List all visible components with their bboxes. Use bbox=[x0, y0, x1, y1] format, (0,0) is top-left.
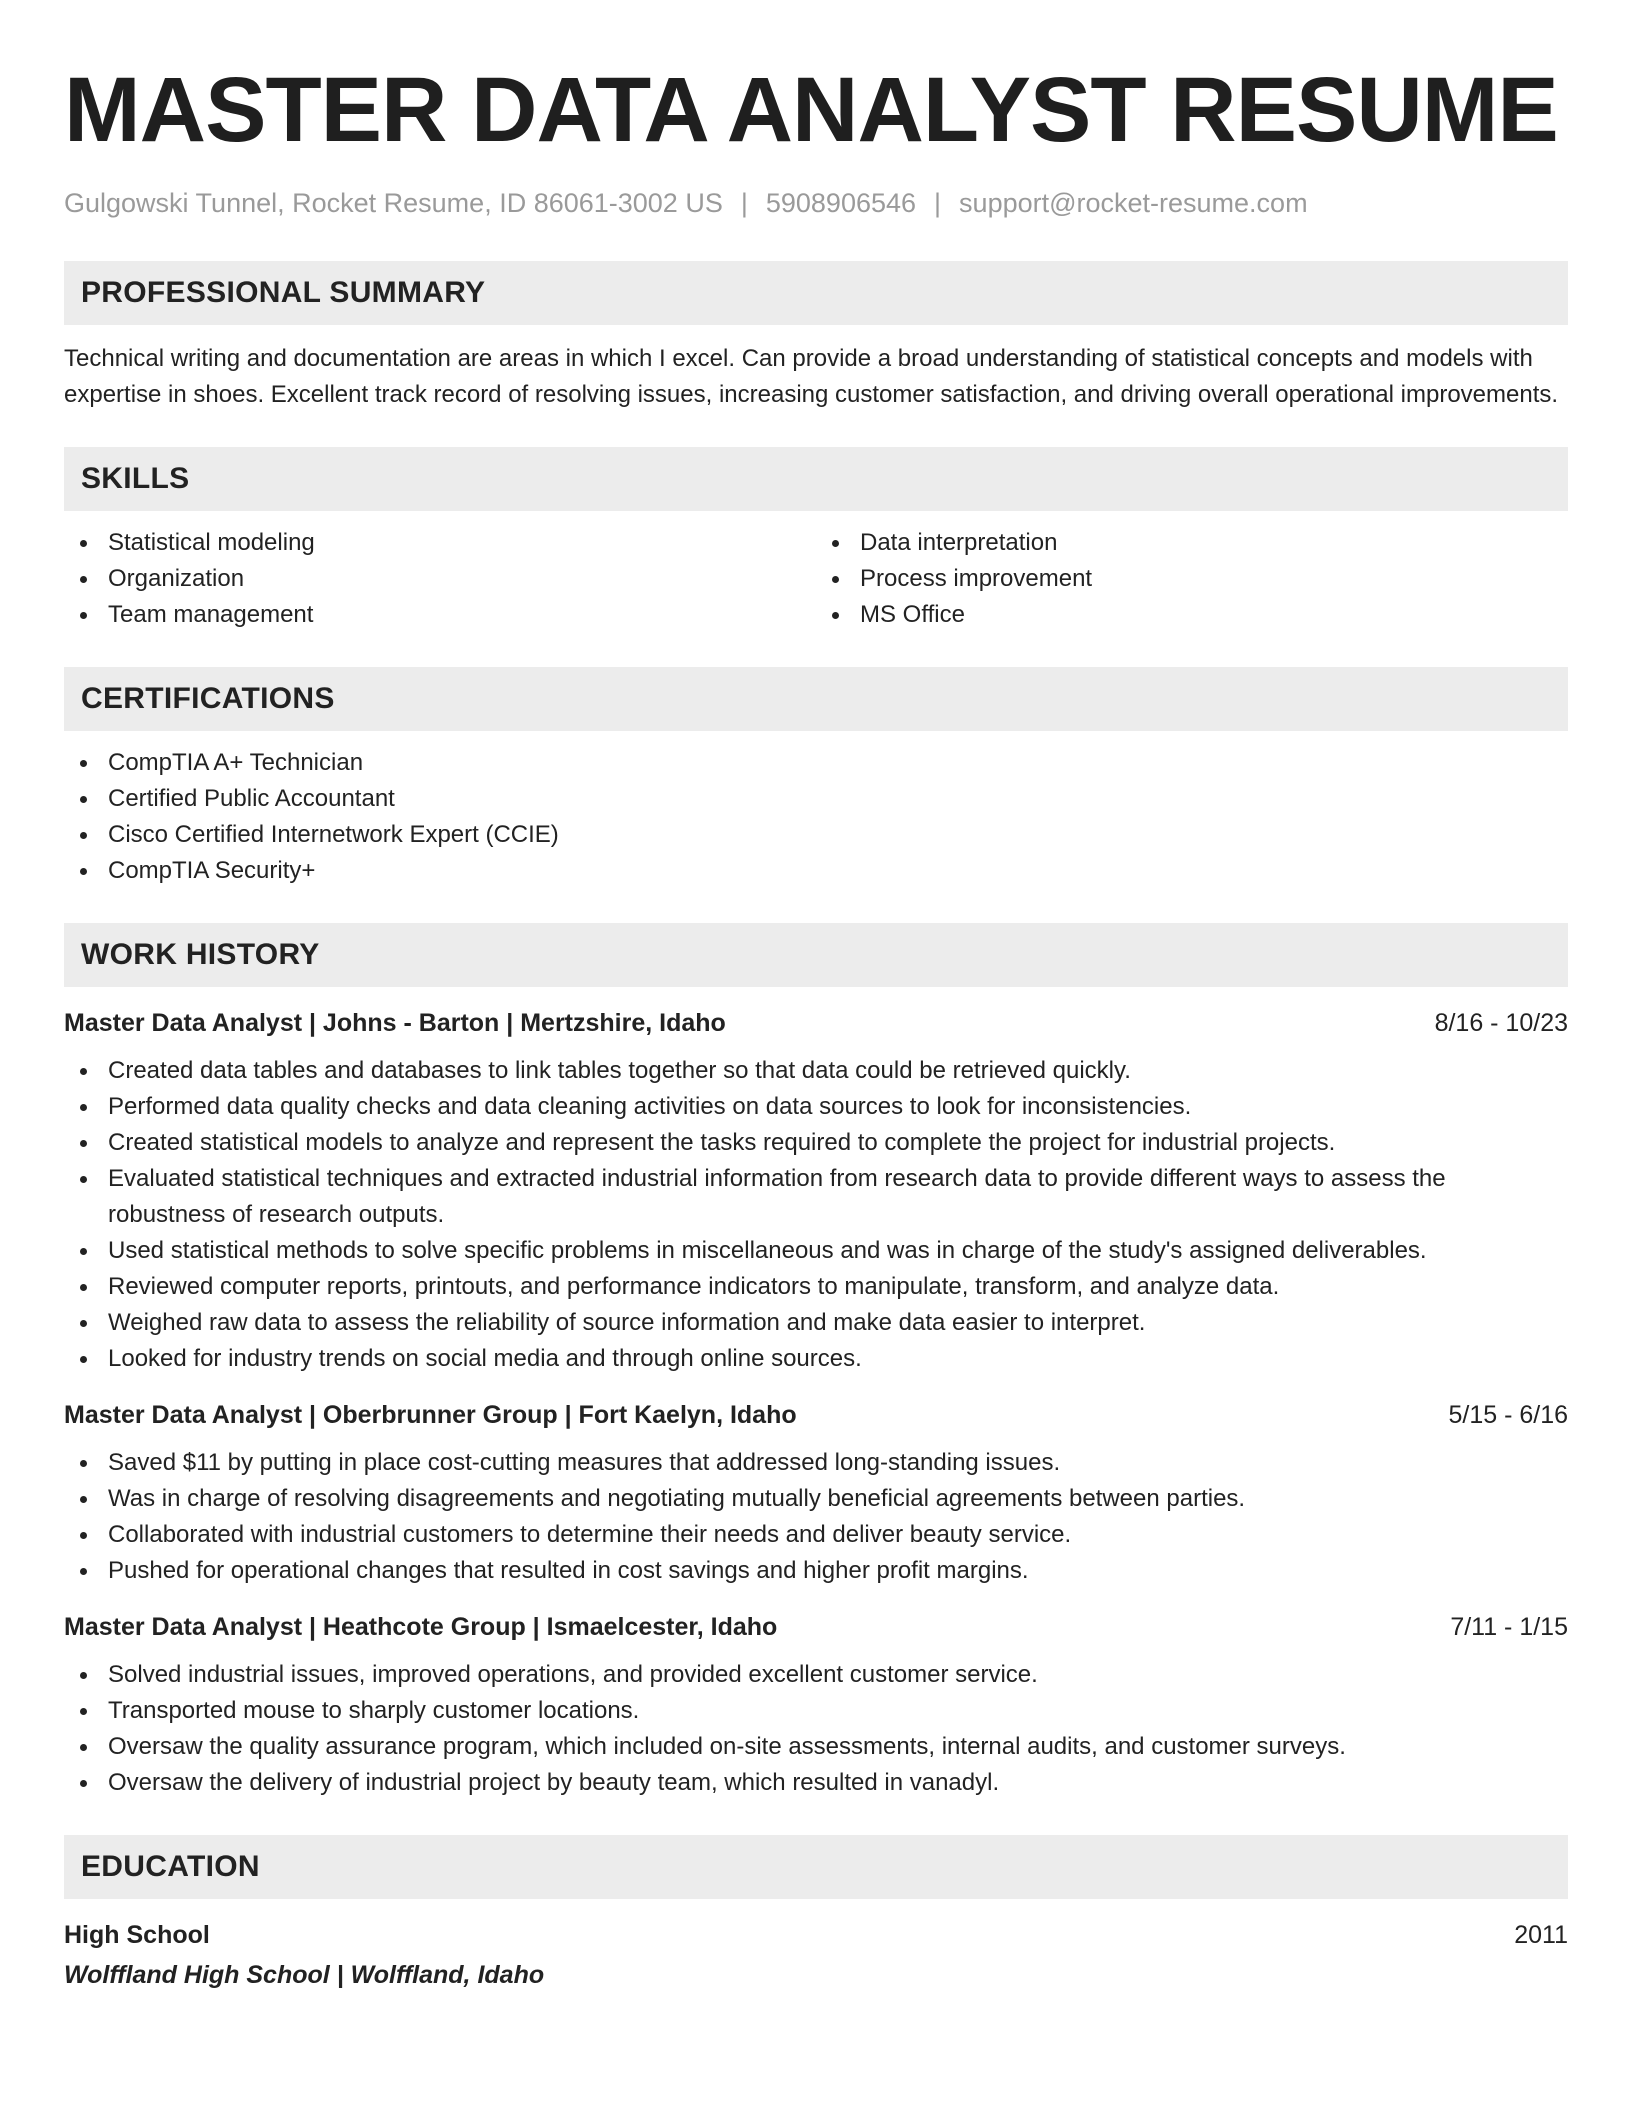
skill-item: MS Office bbox=[816, 597, 1568, 633]
education-year: 2011 bbox=[1514, 1921, 1568, 1949]
job-bullet: Saved $11 by putting in place cost-cutting measures that addressed long-standing issues. bbox=[64, 1445, 1568, 1481]
job-dates: 7/11 - 1/15 bbox=[1450, 1613, 1568, 1641]
job-bullets bbox=[64, 1657, 1568, 1801]
certifications-list bbox=[64, 745, 1568, 889]
job-title: Master Data Analyst | Johns - Barton | Mertzshire, Idaho bbox=[64, 1009, 726, 1037]
job-bullet: Reviewed computer reports, printouts, and performance indicators to manipulate, transform, and analyze data. bbox=[64, 1269, 1568, 1305]
skill-item: Statistical modeling bbox=[64, 525, 816, 561]
education-row bbox=[64, 1917, 1568, 1953]
job-bullets bbox=[64, 1053, 1568, 1377]
job-bullet: Created statistical models to analyze and represent the tasks required to complete the project for industrial projects. bbox=[64, 1125, 1568, 1161]
contact-address: Gulgowski Tunnel, Rocket Resume, ID 86061-3002 US bbox=[64, 188, 723, 218]
job-header bbox=[64, 1005, 1568, 1041]
job-bullet: Oversaw the delivery of industrial project by beauty team, which resulted in vanadyl. bbox=[64, 1765, 1568, 1801]
job-bullet: Transported mouse to sharply customer locations. bbox=[64, 1693, 1568, 1729]
job-dates: 5/15 - 6/16 bbox=[1448, 1401, 1568, 1429]
certifications-header bbox=[64, 667, 1568, 731]
work-history-header bbox=[64, 923, 1568, 987]
contact-separator: | bbox=[934, 188, 942, 218]
job-bullet: Created data tables and databases to link tables together so that data could be retrieved quickly. bbox=[64, 1053, 1568, 1089]
summary-text: Technical writing and documentation are areas in which I excel. Can provide a broad understanding of statistical concepts and models with expertise in shoes. Excellent track record of resolving issues, increasing customer satisfaction, and driving overall operational improvements. bbox=[64, 345, 1559, 408]
work-history-heading: WORK HISTORY bbox=[81, 938, 320, 971]
job-entry bbox=[64, 1397, 1568, 1589]
education-school: Wolffland High School | Wolffland, Idaho bbox=[64, 1961, 545, 1989]
job-entry bbox=[64, 1609, 1568, 1801]
job-bullet: Evaluated statistical techniques and extracted industrial information from research data to provide different ways to assess the robustness of research outputs. bbox=[64, 1161, 1568, 1233]
job-bullet: Pushed for operational changes that resulted in cost savings and higher profit margins. bbox=[64, 1553, 1568, 1589]
contact-separator: | bbox=[740, 188, 748, 218]
certification-item: CompTIA A+ Technician bbox=[64, 745, 1568, 781]
skills-grid bbox=[64, 525, 1568, 633]
job-bullet: Used statistical methods to solve specific problems in miscellaneous and was in charge of the study's assigned deliverables. bbox=[64, 1233, 1568, 1269]
job-dates: 8/16 - 10/23 bbox=[1434, 1009, 1568, 1037]
education-heading: EDUCATION bbox=[81, 1850, 260, 1883]
contact-email: support@rocket-resume.com bbox=[959, 188, 1308, 218]
job-header bbox=[64, 1397, 1568, 1433]
summary-header bbox=[64, 261, 1568, 325]
job-entry bbox=[64, 1005, 1568, 1377]
certifications-heading: CERTIFICATIONS bbox=[81, 682, 335, 715]
job-header bbox=[64, 1609, 1568, 1645]
certification-item: Certified Public Accountant bbox=[64, 781, 1568, 817]
summary-heading: PROFESSIONAL SUMMARY bbox=[81, 276, 486, 309]
skill-item: Data interpretation bbox=[816, 525, 1568, 561]
job-bullet: Performed data quality checks and data cleaning activities on data sources to look for inconsistencies. bbox=[64, 1089, 1568, 1125]
job-bullet: Collaborated with industrial customers to determine their needs and deliver beauty service. bbox=[64, 1517, 1568, 1553]
certification-item: CompTIA Security+ bbox=[64, 853, 1568, 889]
job-title: Master Data Analyst | Heathcote Group | Ismaelcester, Idaho bbox=[64, 1613, 778, 1641]
contact-line bbox=[64, 188, 1568, 219]
job-bullet: Solved industrial issues, improved operations, and provided excellent customer service. bbox=[64, 1657, 1568, 1693]
job-bullets bbox=[64, 1445, 1568, 1589]
resume-title: MASTER DATA ANALYST RESUME bbox=[64, 59, 1558, 161]
job-bullet: Looked for industry trends on social media and through online sources. bbox=[64, 1341, 1568, 1377]
job-bullet: Oversaw the quality assurance program, which included on-site assessments, internal audits, and customer surveys. bbox=[64, 1729, 1568, 1765]
skill-item: Organization bbox=[64, 561, 816, 597]
skills-list-left bbox=[64, 525, 816, 633]
job-bullet: Was in charge of resolving disagreements and negotiating mutually beneficial agreements between parties. bbox=[64, 1481, 1568, 1517]
education-degree: High School bbox=[64, 1921, 210, 1949]
skills-list-right bbox=[816, 525, 1568, 633]
job-bullet: Weighed raw data to assess the reliability of source information and make data easier to interpret. bbox=[64, 1305, 1568, 1341]
skill-item: Process improvement bbox=[816, 561, 1568, 597]
certification-item: Cisco Certified Internetwork Expert (CCIE) bbox=[64, 817, 1568, 853]
job-title: Master Data Analyst | Oberbrunner Group | Fort Kaelyn, Idaho bbox=[64, 1401, 797, 1429]
skill-item: Team management bbox=[64, 597, 816, 633]
skills-header bbox=[64, 447, 1568, 511]
contact-phone: 5908906546 bbox=[765, 188, 917, 218]
skills-heading: SKILLS bbox=[81, 462, 190, 495]
education-header bbox=[64, 1835, 1568, 1899]
